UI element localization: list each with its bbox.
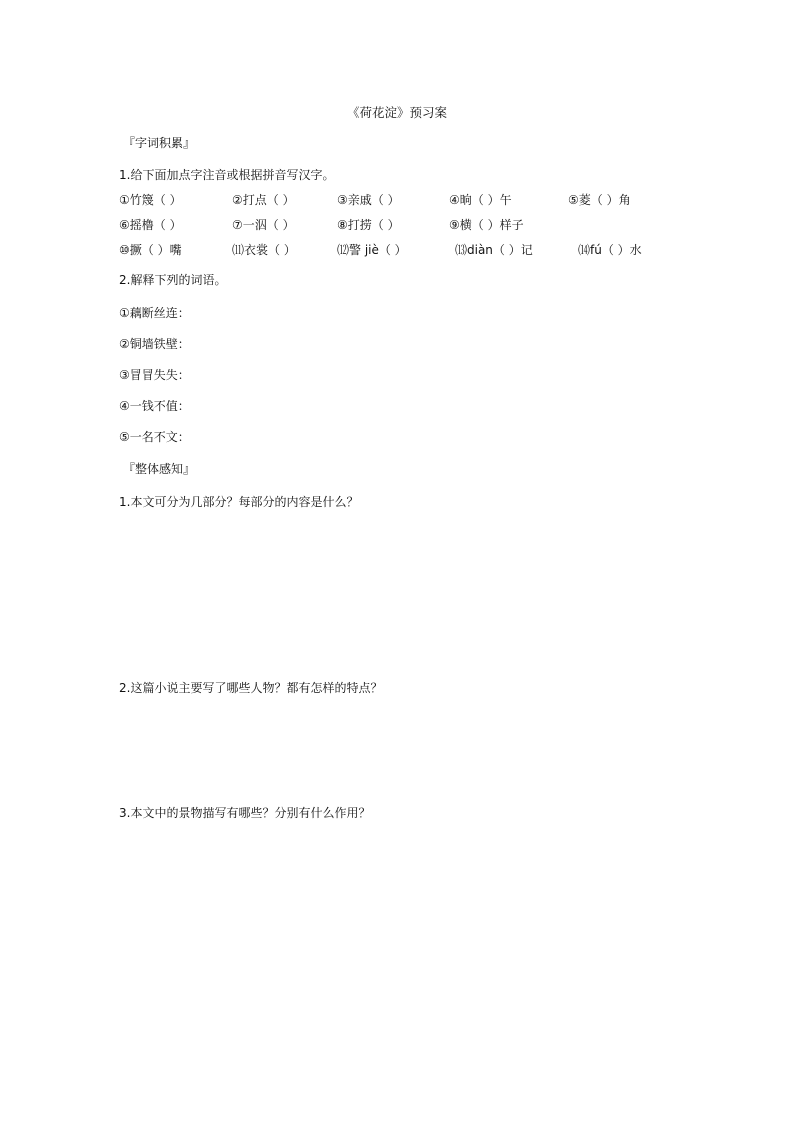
- pinyin-item: ⑦一泅（ ）: [232, 218, 295, 232]
- pinyin-item: ②打点（ ）: [232, 193, 295, 207]
- section-heading-overview: 『整体感知』: [123, 462, 196, 476]
- pinyin-item: ④晌（ ）午: [449, 193, 512, 207]
- pinyin-item: ⑧打捞（ ）: [337, 218, 400, 232]
- section-heading-vocabulary: 『字词积累』: [123, 136, 196, 150]
- pinyin-item: ①竹篾（ ）: [119, 193, 182, 207]
- pinyin-row-2: [119, 217, 679, 233]
- pinyin-row-1: [119, 192, 679, 208]
- overview-question-3: 3.本文中的景物描写有哪些？分别有什么作用？: [119, 806, 371, 820]
- overview-question-1: 1.本文可分为几部分？每部分的内容是什么？: [119, 495, 359, 509]
- page-title: 《荷花淀》预习案: [346, 105, 447, 120]
- pinyin-item: ⒀diàn（ ）记: [455, 243, 533, 257]
- pinyin-row-3: [119, 242, 679, 258]
- idiom-item: ⑤一名不文：: [119, 430, 190, 444]
- overview-question-2: 2.这篇小说主要写了哪些人物？都有怎样的特点？: [119, 681, 383, 695]
- pinyin-item: ⑩撅（ ）嘴: [119, 243, 182, 257]
- pinyin-item: ⑨横（ ）样子: [449, 218, 524, 232]
- pinyin-item: ③亲戚（ ）: [337, 193, 400, 207]
- pinyin-item: ⑾衣裳（ ）: [232, 243, 296, 257]
- question-2-prompt: 2.解释下列的词语。: [119, 273, 227, 287]
- idiom-item: ①藕断丝连：: [119, 306, 190, 320]
- pinyin-item: ⑥摇橹（ ）: [119, 218, 182, 232]
- question-1-prompt: 1.给下面加点字注音或根据拼音写汉字。: [119, 168, 335, 182]
- pinyin-item: ⑿警 jiè（ ）: [337, 243, 407, 257]
- idiom-item: ③冒冒失失：: [119, 368, 190, 382]
- idiom-item: ②铜墙铁壁：: [119, 337, 190, 351]
- pinyin-item: ⑤菱（ ）角: [568, 193, 631, 207]
- pinyin-item: ⒁fú（ ）水: [578, 243, 642, 257]
- idiom-item: ④一钱不值：: [119, 399, 190, 413]
